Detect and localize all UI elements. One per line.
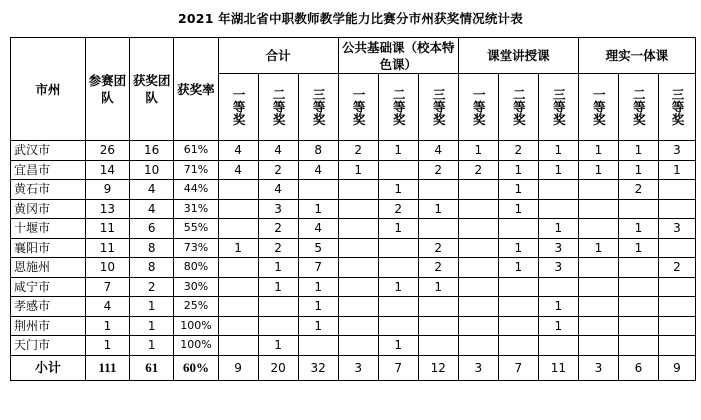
header-group-total: 合计	[218, 38, 338, 74]
count-cell	[578, 277, 618, 297]
count-cell	[458, 297, 498, 317]
rate-cell: 30%	[174, 277, 218, 297]
count-cell	[538, 199, 578, 219]
count-cell	[338, 219, 378, 239]
city-cell: 襄阳市	[11, 238, 86, 258]
count-cell	[338, 238, 378, 258]
count-cell: 3	[258, 199, 298, 219]
count-cell: 3	[658, 219, 695, 239]
count-cell	[578, 336, 618, 356]
table-body	[11, 141, 696, 381]
count-cell: 7	[498, 355, 538, 380]
count-cell	[578, 316, 618, 336]
count-cell	[298, 336, 338, 356]
count-cell: 1	[538, 316, 578, 336]
count-cell	[378, 316, 418, 336]
table-row	[11, 199, 696, 219]
city-cell: 十堰市	[11, 219, 86, 239]
prize-header-cell: 二等奖	[618, 74, 658, 141]
rate-cell: 100%	[174, 316, 218, 336]
awarded-cell: 10	[130, 160, 174, 180]
rate-cell: 25%	[174, 297, 218, 317]
count-cell: 1	[418, 199, 458, 219]
teams-cell: 1	[85, 336, 129, 356]
city-cell: 孝感市	[11, 297, 86, 317]
count-cell	[378, 238, 418, 258]
count-cell	[498, 336, 538, 356]
prize-header-cell: 三等奖	[418, 74, 458, 141]
count-cell	[298, 180, 338, 200]
header-teams: 参赛团队	[85, 38, 129, 141]
count-cell: 4	[258, 180, 298, 200]
count-cell: 1	[378, 336, 418, 356]
awarded-cell: 8	[130, 258, 174, 278]
count-cell	[258, 297, 298, 317]
teams-cell: 14	[85, 160, 129, 180]
count-cell: 2	[338, 141, 378, 161]
count-cell: 2	[658, 258, 695, 278]
count-cell	[338, 316, 378, 336]
count-cell	[218, 277, 258, 297]
total-row	[11, 355, 696, 380]
count-cell: 2	[418, 238, 458, 258]
count-cell: 32	[298, 355, 338, 380]
count-cell	[338, 199, 378, 219]
count-cell	[218, 258, 258, 278]
count-cell	[218, 297, 258, 317]
awarded-cell: 1	[130, 336, 174, 356]
count-cell: 1	[538, 141, 578, 161]
teams-cell: 111	[85, 355, 129, 380]
count-cell: 9	[658, 355, 695, 380]
count-cell: 1	[538, 219, 578, 239]
count-cell	[458, 277, 498, 297]
count-cell	[658, 277, 695, 297]
count-cell: 9	[218, 355, 258, 380]
prize-header-cell: 一等奖	[218, 74, 258, 141]
count-cell	[458, 199, 498, 219]
count-cell: 2	[258, 238, 298, 258]
count-cell	[458, 258, 498, 278]
table-row	[11, 277, 696, 297]
count-cell	[658, 336, 695, 356]
count-cell	[418, 219, 458, 239]
count-cell	[338, 180, 378, 200]
count-cell	[218, 316, 258, 336]
count-cell	[618, 277, 658, 297]
rate-cell: 71%	[174, 160, 218, 180]
prize-header-cell: 一等奖	[338, 74, 378, 141]
total-label: 小计	[11, 355, 86, 380]
count-cell: 4	[258, 141, 298, 161]
count-cell: 1	[498, 160, 538, 180]
count-cell: 1	[258, 336, 298, 356]
count-cell	[218, 180, 258, 200]
count-cell	[458, 180, 498, 200]
table-row	[11, 258, 696, 278]
count-cell	[458, 316, 498, 336]
count-cell	[578, 297, 618, 317]
count-cell: 1	[618, 238, 658, 258]
count-cell: 1	[498, 199, 538, 219]
count-cell: 1	[538, 160, 578, 180]
teams-cell: 1	[85, 316, 129, 336]
rate-cell: 80%	[174, 258, 218, 278]
prize-header-cell: 三等奖	[658, 74, 695, 141]
count-cell	[538, 277, 578, 297]
table-row	[11, 219, 696, 239]
rate-cell: 100%	[174, 336, 218, 356]
count-cell: 1	[298, 316, 338, 336]
count-cell: 12	[418, 355, 458, 380]
city-cell: 荆州市	[11, 316, 86, 336]
table-title: 2021 年湖北省中职教师教学能力比赛分市州获奖情况统计表	[178, 11, 523, 26]
rate-cell: 55%	[174, 219, 218, 239]
count-cell: 3	[458, 355, 498, 380]
awarded-cell: 1	[130, 297, 174, 317]
header-rate: 获奖率	[174, 38, 218, 141]
count-cell: 1	[298, 199, 338, 219]
count-cell: 1	[258, 277, 298, 297]
prize-header-cell: 三等奖	[538, 74, 578, 141]
count-cell: 1	[498, 180, 538, 200]
city-cell: 咸宁市	[11, 277, 86, 297]
count-cell: 4	[218, 141, 258, 161]
count-cell	[498, 297, 538, 317]
awarded-cell: 61	[130, 355, 174, 380]
awarded-cell: 6	[130, 219, 174, 239]
rate-cell: 73%	[174, 238, 218, 258]
teams-cell: 11	[85, 238, 129, 258]
count-cell: 2	[258, 160, 298, 180]
count-cell: 1	[538, 297, 578, 317]
rate-cell: 60%	[174, 355, 218, 380]
table-row	[11, 336, 696, 356]
teams-cell: 13	[85, 199, 129, 219]
table-row	[11, 141, 696, 161]
count-cell	[538, 336, 578, 356]
teams-cell: 7	[85, 277, 129, 297]
city-cell: 恩施州	[11, 258, 86, 278]
count-cell: 1	[578, 238, 618, 258]
count-cell: 1	[258, 258, 298, 278]
header-awarded: 获奖团队	[130, 38, 174, 141]
count-cell	[538, 180, 578, 200]
prize-header-cell: 二等奖	[378, 74, 418, 141]
count-cell: 2	[458, 160, 498, 180]
stats-table	[10, 37, 696, 381]
count-cell: 3	[658, 141, 695, 161]
count-cell	[618, 199, 658, 219]
count-cell	[658, 199, 695, 219]
count-cell: 5	[298, 238, 338, 258]
city-cell: 黄冈市	[11, 199, 86, 219]
count-cell	[258, 316, 298, 336]
count-cell: 1	[338, 160, 378, 180]
count-cell	[618, 258, 658, 278]
count-cell	[498, 316, 538, 336]
prize-header-cell: 一等奖	[578, 74, 618, 141]
table-row	[11, 316, 696, 336]
awarded-cell: 8	[130, 238, 174, 258]
count-cell: 1	[218, 238, 258, 258]
count-cell	[578, 258, 618, 278]
count-cell: 11	[538, 355, 578, 380]
count-cell: 1	[498, 238, 538, 258]
count-cell: 1	[458, 141, 498, 161]
count-cell: 20	[258, 355, 298, 380]
count-cell	[658, 316, 695, 336]
prize-header-cell: 三等奖	[298, 74, 338, 141]
count-cell	[658, 238, 695, 258]
prize-header-cell: 一等奖	[458, 74, 498, 141]
count-cell: 7	[378, 355, 418, 380]
count-cell: 4	[218, 160, 258, 180]
awarded-cell: 4	[130, 199, 174, 219]
table-row	[11, 297, 696, 317]
count-cell	[338, 336, 378, 356]
count-cell: 1	[618, 219, 658, 239]
count-cell	[658, 180, 695, 200]
count-cell	[578, 180, 618, 200]
count-cell: 2	[618, 180, 658, 200]
count-cell: 4	[418, 141, 458, 161]
rate-cell: 44%	[174, 180, 218, 200]
city-cell: 宜昌市	[11, 160, 86, 180]
count-cell: 3	[338, 355, 378, 380]
count-cell: 2	[418, 160, 458, 180]
count-cell	[218, 199, 258, 219]
count-cell	[578, 219, 618, 239]
count-cell	[378, 160, 418, 180]
count-cell	[658, 297, 695, 317]
city-cell: 黄石市	[11, 180, 86, 200]
prize-header-cell: 二等奖	[498, 74, 538, 141]
count-cell	[418, 336, 458, 356]
count-cell	[378, 258, 418, 278]
count-cell: 1	[658, 160, 695, 180]
table-row	[11, 238, 696, 258]
awarded-cell: 2	[130, 277, 174, 297]
count-cell: 7	[298, 258, 338, 278]
teams-cell: 4	[85, 297, 129, 317]
count-cell: 1	[578, 160, 618, 180]
teams-cell: 10	[85, 258, 129, 278]
table-row	[11, 160, 696, 180]
count-cell: 1	[378, 277, 418, 297]
count-cell	[498, 219, 538, 239]
count-cell: 1	[618, 141, 658, 161]
header-group-lecture: 课堂讲授课	[458, 38, 578, 74]
rate-cell: 61%	[174, 141, 218, 161]
count-cell: 3	[538, 258, 578, 278]
count-cell: 1	[378, 219, 418, 239]
count-cell	[378, 297, 418, 317]
teams-cell: 11	[85, 219, 129, 239]
rate-cell: 31%	[174, 199, 218, 219]
table-row	[11, 180, 696, 200]
count-cell	[338, 297, 378, 317]
teams-cell: 9	[85, 180, 129, 200]
count-cell: 1	[378, 180, 418, 200]
count-cell	[218, 219, 258, 239]
city-cell: 天门市	[11, 336, 86, 356]
header-group-public: 公共基础课（校本特色课）	[338, 38, 458, 74]
count-cell	[458, 336, 498, 356]
count-cell	[618, 336, 658, 356]
count-cell: 2	[498, 141, 538, 161]
awarded-cell: 4	[130, 180, 174, 200]
count-cell: 8	[298, 141, 338, 161]
count-cell: 1	[298, 297, 338, 317]
count-cell: 2	[258, 219, 298, 239]
count-cell: 1	[578, 141, 618, 161]
count-cell	[418, 180, 458, 200]
count-cell: 2	[418, 258, 458, 278]
count-cell	[498, 277, 538, 297]
count-cell	[218, 336, 258, 356]
count-cell: 3	[578, 355, 618, 380]
count-cell	[618, 316, 658, 336]
count-cell: 4	[298, 160, 338, 180]
awarded-cell: 1	[130, 316, 174, 336]
count-cell: 1	[418, 277, 458, 297]
count-cell	[418, 297, 458, 317]
count-cell: 1	[498, 258, 538, 278]
prize-header-cell: 二等奖	[258, 74, 298, 141]
teams-cell: 26	[85, 141, 129, 161]
count-cell	[338, 258, 378, 278]
count-cell	[458, 219, 498, 239]
city-cell: 武汉市	[11, 141, 86, 161]
count-cell: 1	[378, 141, 418, 161]
count-cell: 1	[298, 277, 338, 297]
count-cell	[458, 238, 498, 258]
count-cell	[338, 277, 378, 297]
count-cell: 6	[618, 355, 658, 380]
count-cell	[578, 199, 618, 219]
header-group-practice: 理实一体课	[578, 38, 695, 74]
count-cell: 2	[378, 199, 418, 219]
count-cell	[418, 316, 458, 336]
count-cell: 4	[298, 219, 338, 239]
awarded-cell: 16	[130, 141, 174, 161]
count-cell: 3	[538, 238, 578, 258]
header-city: 市州	[11, 38, 86, 141]
count-cell	[618, 297, 658, 317]
count-cell: 1	[618, 160, 658, 180]
